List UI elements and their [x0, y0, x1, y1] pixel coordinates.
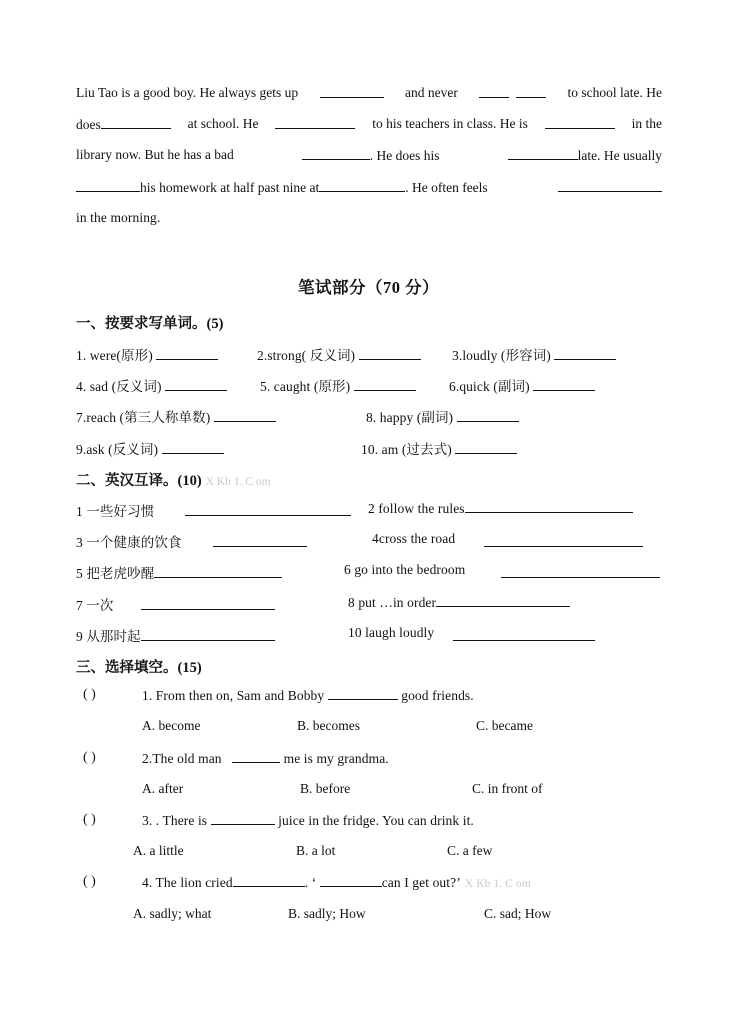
watermark: X Kb 1. C om — [464, 878, 531, 890]
word-item-7: 7.reach (第三人称单数) — [76, 406, 276, 426]
question-4: 4. The lion cried . ‘ can I get out?’ X Kb 1. C om — [142, 875, 531, 890]
passage-line-1 — [76, 85, 662, 102]
answer-blank[interactable] — [165, 378, 227, 391]
answer-blank[interactable] — [302, 147, 370, 160]
section2-heading: 二、英汉互译。(10) X Kb 1. C om — [76, 473, 271, 489]
answer-blank[interactable] — [533, 378, 595, 391]
answer-blank[interactable] — [328, 687, 398, 700]
option-b[interactable]: B. before — [300, 781, 351, 796]
answer-blank[interactable] — [141, 628, 275, 641]
translate-item-10: 10 laugh loudly — [348, 625, 435, 640]
answer-blank[interactable] — [162, 441, 224, 454]
answer-blank[interactable] — [516, 85, 546, 98]
answer-paren[interactable]: ( ) — [83, 687, 96, 702]
passage-line-5: in the morning. — [76, 210, 161, 225]
answer-blank[interactable] — [156, 347, 218, 360]
answer-blank[interactable] — [185, 503, 351, 516]
answer-blank[interactable] — [479, 85, 509, 98]
word-item-1: 1. were(原形) — [76, 344, 218, 364]
answer-blank[interactable] — [354, 378, 416, 391]
section3-heading: 三、选择填空。(15) — [76, 660, 202, 676]
answer-blank[interactable] — [320, 85, 384, 98]
translate-item-5: 5 把老虎吵醒 — [76, 562, 282, 582]
answer-blank[interactable] — [232, 750, 280, 763]
option-a[interactable]: A. become — [142, 718, 201, 733]
answer-blank[interactable] — [465, 500, 633, 513]
answer-blank[interactable] — [275, 116, 355, 129]
question-2: 2.The old man me is my grandma. — [142, 751, 389, 766]
passage-text: late. He usually — [577, 148, 662, 163]
answer-blank[interactable] — [101, 116, 171, 129]
option-a[interactable]: A. sadly; what — [133, 906, 212, 921]
word-item-4: 4. sad (反义词) — [76, 375, 227, 395]
answer-blank[interactable] — [508, 147, 578, 160]
passage-text: . He often feels — [405, 180, 488, 195]
translate-item-6: 6 go into the bedroom — [344, 562, 466, 577]
translate-item-2: 2 follow the rules — [368, 500, 633, 517]
question-3: 3. . There is juice in the fridge. You can drink it. — [142, 813, 474, 828]
passage-text: his homework at half past nine at — [140, 180, 320, 195]
answer-blank[interactable] — [359, 347, 421, 360]
watermark: X Kb 1. C om — [205, 476, 271, 488]
answer-blank[interactable] — [213, 534, 307, 547]
translate-item-9: 9 从那时起 — [76, 625, 275, 645]
passage-line-2 — [76, 116, 662, 133]
translate-item-1: 1 一些好习惯 — [76, 504, 155, 519]
section1-heading: 一、按要求写单词。(5) — [76, 316, 224, 332]
passage-text: to his teachers in class. He is — [372, 116, 528, 131]
answer-paren[interactable]: ( ) — [83, 874, 96, 889]
translate-item-8: 8 put …in order — [348, 594, 570, 611]
answer-blank[interactable] — [76, 179, 140, 192]
option-a[interactable]: A. a little — [133, 843, 184, 858]
word-item-10: 10. am (过去式) — [361, 438, 517, 458]
question-1: 1. From then on, Sam and Bobby good friends. — [142, 688, 474, 703]
option-c[interactable]: C. in front of — [472, 781, 543, 796]
word-item-6: 6.quick (副词) — [449, 375, 595, 395]
passage-text: library now. But he has a bad — [76, 147, 234, 162]
translate-item-7: 7 一次 — [76, 598, 114, 613]
answer-blank[interactable] — [558, 179, 662, 192]
answer-blank[interactable] — [233, 874, 305, 887]
answer-blank[interactable] — [320, 874, 382, 887]
answer-blank[interactable] — [436, 594, 570, 607]
translate-item-3: 3 一个健康的饮食 — [76, 535, 182, 550]
answer-blank[interactable] — [554, 347, 616, 360]
passage-text: at school. He — [187, 116, 259, 131]
answer-paren[interactable]: ( ) — [83, 750, 96, 765]
option-b[interactable]: B. sadly; How — [288, 906, 366, 921]
option-a[interactable]: A. after — [142, 781, 184, 796]
answer-blank[interactable] — [214, 409, 276, 422]
passage-line-3 — [76, 147, 662, 164]
option-b[interactable]: B. becomes — [297, 718, 360, 733]
answer-blank[interactable] — [211, 812, 275, 825]
answer-blank[interactable] — [484, 534, 643, 547]
answer-blank[interactable] — [501, 565, 660, 578]
answer-blank[interactable] — [457, 409, 519, 422]
passage-text: does — [76, 117, 101, 132]
option-c[interactable]: C. a few — [447, 843, 493, 858]
word-item-9: 9.ask (反义词) — [76, 438, 224, 458]
section-title: 笔试部分（70 分） — [297, 278, 440, 297]
answer-blank[interactable] — [453, 628, 595, 641]
translate-item-4: 4cross the road — [372, 531, 456, 546]
passage-line-4 — [76, 179, 662, 196]
word-item-8: 8. happy (副词) — [366, 406, 519, 426]
option-c[interactable]: C. sad; How — [484, 906, 552, 921]
answer-blank[interactable] — [154, 565, 282, 578]
word-item-5: 5. caught (原形) — [260, 375, 416, 395]
answer-blank[interactable] — [455, 441, 517, 454]
passage-text: in the — [631, 116, 662, 131]
passage-text: . He does his — [369, 148, 440, 163]
answer-blank[interactable] — [545, 116, 615, 129]
word-item-2: 2.strong( 反义词) — [257, 344, 421, 364]
passage-text: and never — [405, 85, 458, 100]
option-b[interactable]: B. a lot — [296, 843, 336, 858]
answer-blank[interactable] — [319, 179, 405, 192]
passage-text: Liu Tao is a good boy. He always gets up — [76, 85, 299, 100]
passage-text: to school late. He — [567, 85, 662, 100]
answer-blank[interactable] — [141, 597, 275, 610]
option-c[interactable]: C. became — [476, 718, 533, 733]
word-item-3: 3.loudly (形容词) — [452, 344, 616, 364]
answer-paren[interactable]: ( ) — [83, 812, 96, 827]
